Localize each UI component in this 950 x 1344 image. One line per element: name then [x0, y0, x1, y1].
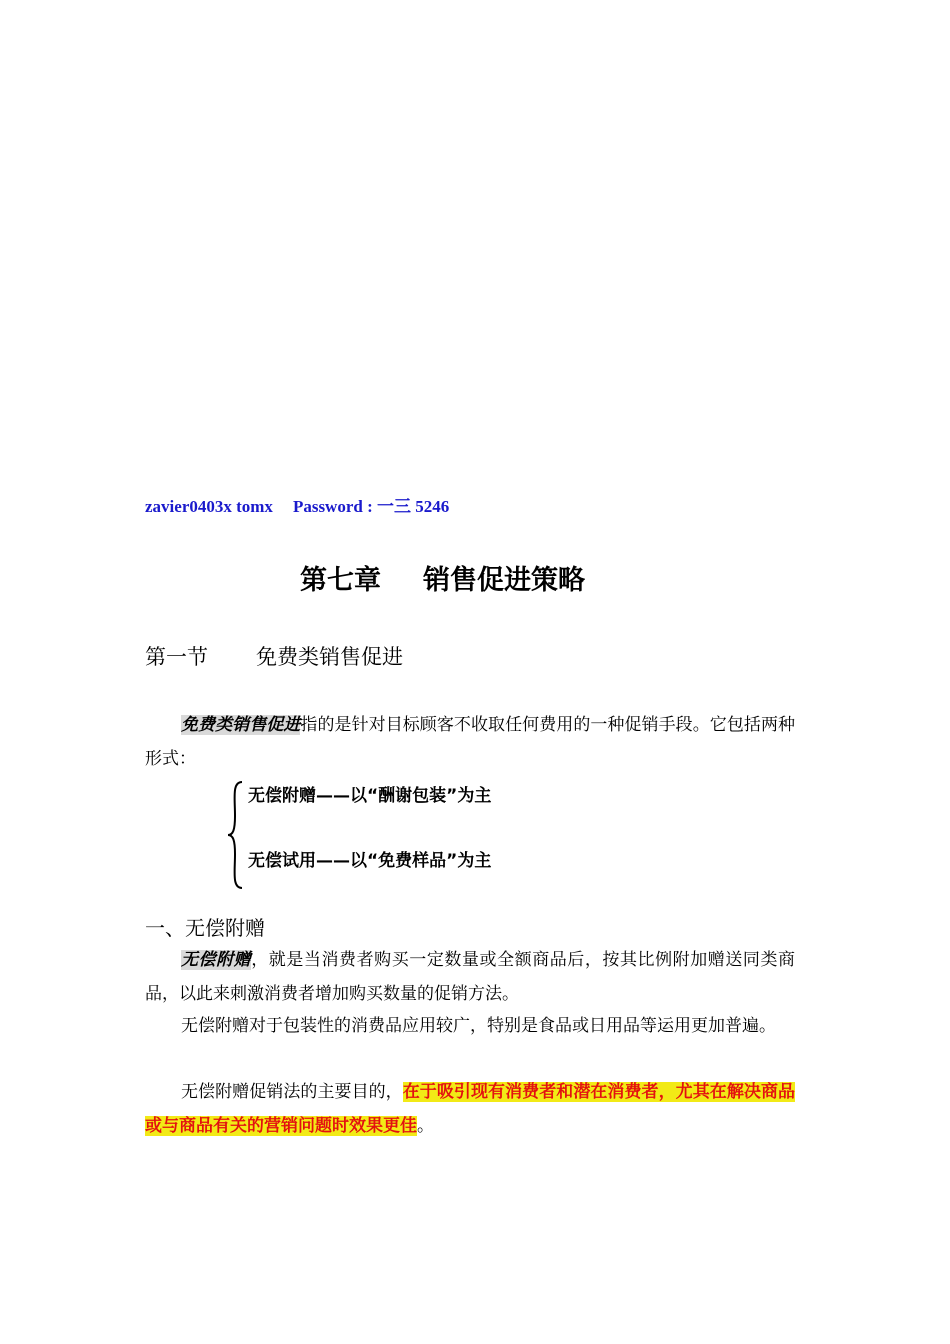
- paragraph-purpose-lead: 无偿附赠促销法的主要目的，: [181, 1082, 403, 1102]
- form-item-trial: 无偿试用——以“免费样品”为主: [248, 851, 492, 871]
- chapter-number: 第七章: [300, 565, 381, 596]
- paragraph-purpose-end: 。: [417, 1116, 434, 1136]
- section-name: 免费类销售促进: [256, 645, 403, 669]
- paragraph-usage-text: 无偿附赠对于包装性的消费品应用较广，特别是食品或日用品等运用更加普遍。: [181, 1016, 776, 1036]
- curly-brace-icon: [226, 780, 246, 890]
- credential-password-value: 一三 5246: [377, 497, 450, 516]
- paragraph-definition: [145, 943, 795, 1011]
- credential-password-label: Password :: [292, 497, 377, 516]
- chapter-title: [300, 558, 585, 597]
- intro-text: 指的是针对目标顾客不收取任何费用的一种促销手段。它包括两种形式：: [145, 715, 796, 769]
- credential-user: zavier0403x tomx: [145, 497, 273, 516]
- section-title: [145, 641, 403, 671]
- paragraph-usage: [145, 1009, 795, 1043]
- intro-term: 免费类销售促进: [181, 715, 301, 735]
- chapter-name: 销售促进策略: [423, 565, 585, 596]
- section-number: 第一节: [145, 645, 208, 669]
- paragraph-definition-text: ，就是当消费者购买一定数量或全额商品后，按其比例附加赠送同类商品，以此来刺激消费者增加购买数量的促销方法。: [145, 950, 796, 1004]
- paragraph-purpose: [145, 1075, 795, 1143]
- credential-line: [145, 492, 449, 517]
- intro-paragraph: [145, 708, 795, 776]
- subsection-title: 一、无偿附赠: [145, 916, 265, 940]
- form-item-gift: 无偿附赠——以“酬谢包装”为主: [248, 786, 492, 806]
- paragraph-term: 无偿附赠: [181, 950, 252, 970]
- paragraph-purpose-highlight: 在于吸引现有消费者和潜在消费者，尤其在解决商品或与商品有关的营销问题时效果更佳: [145, 1082, 796, 1136]
